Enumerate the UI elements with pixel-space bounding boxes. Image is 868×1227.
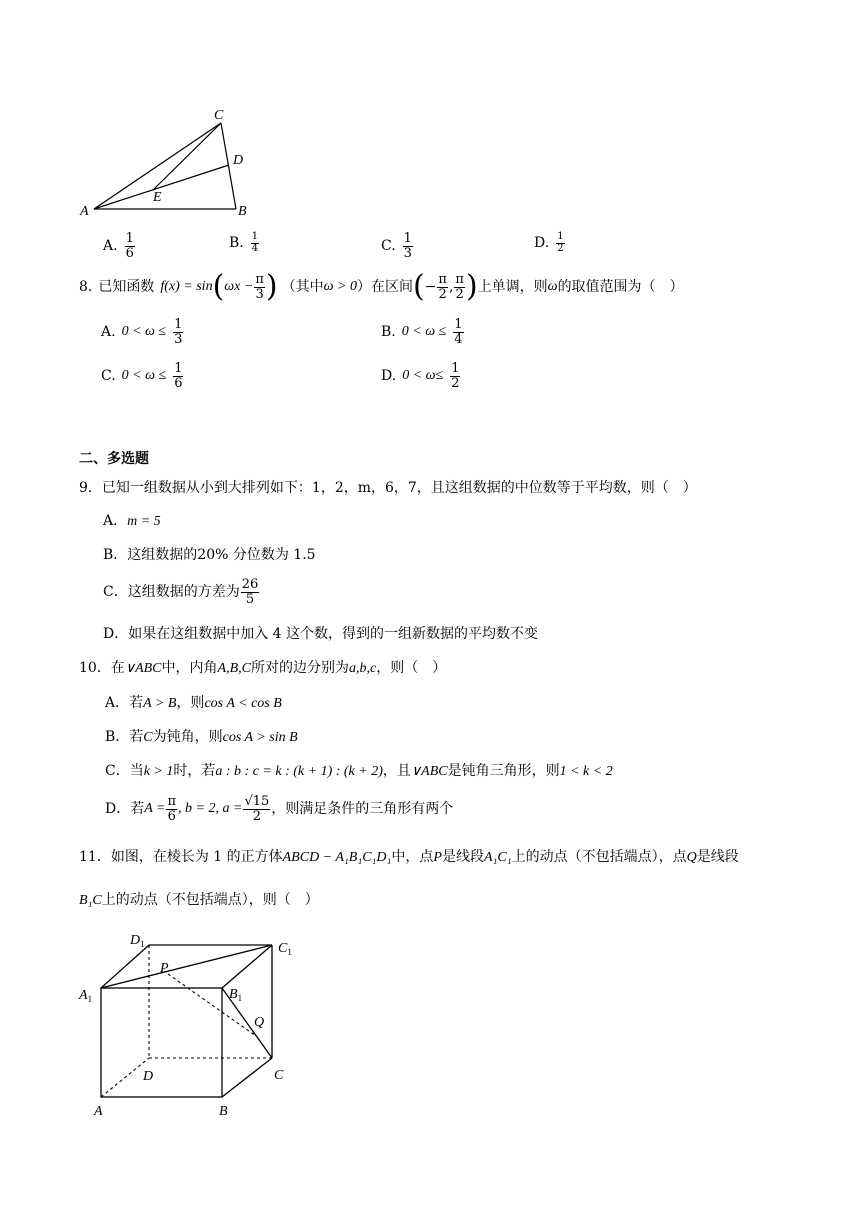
fraction: $\frac{1}{3}$	[403, 231, 412, 261]
math-inner: ωx −	[224, 279, 254, 294]
option-letter: A.	[103, 238, 118, 255]
q10-option-a[interactable]: A．若A > B，则cos A < cos B	[105, 695, 282, 711]
q9-stem: 9．已知一组数据从小到大排列如下：1，2，m，6，7，且这组数据的中位数等于平均数，则（ ）	[79, 480, 697, 496]
vertex-label-d: D	[143, 1069, 154, 1084]
math-neg: −	[424, 279, 437, 295]
math-cond: ω > 0	[323, 279, 357, 294]
point-label-q: Q	[254, 1015, 265, 1030]
fraction: $\frac{1}{6}$	[174, 361, 183, 391]
fraction: $\frac{√15}{2}$	[244, 794, 270, 824]
option-letter: B.	[381, 324, 396, 341]
option-text: C．这组数据的方差为	[103, 584, 240, 601]
point-label-p: P	[160, 961, 169, 976]
section-heading: 二、多选题	[79, 451, 149, 467]
option-letter: A．	[103, 513, 128, 529]
vertex-label-a1: $A_1$	[79, 988, 93, 1004]
vertex-label-b1: $B_1$	[229, 987, 243, 1003]
option-letter: A.	[101, 324, 116, 341]
q10-option-d[interactable]: D．若 A = $\frac{\pi}{6}$ , b = 2, a = $\frac{√15}{2}$ ，则满足条件的三角形有两个	[105, 794, 454, 824]
vertex-label-b: B	[219, 1104, 228, 1119]
vertex-label-a: A	[94, 1104, 103, 1119]
fraction: $\frac{1}{4}$	[454, 317, 463, 347]
option-letter: C.	[381, 238, 396, 255]
fraction: $\frac{\pi}{2}$	[438, 271, 447, 302]
q11-stem-line2: B₁C上的动点（不包括端点），则（ ）	[79, 892, 319, 908]
option-letter: C.	[101, 368, 116, 385]
q11-stem-line1: 11．如图，在棱长为 1 的正方体ABCD − A₁B₁C₁D₁中，点P是线段A₁C₁上的动点（不包括端点），点Q是线段	[79, 849, 739, 865]
fraction: $\frac{1}{4}$	[251, 231, 259, 254]
fraction: $\frac{1}{6}$	[125, 231, 134, 261]
point-label-e: E	[153, 190, 162, 205]
q10-stem: 10．在∨ABC中，内角A,B,C所对的边分别为a,b,c，则（ ）	[79, 660, 447, 676]
paren-right: )	[465, 269, 478, 304]
fraction: $\frac{26}{5}$	[241, 577, 259, 607]
stem-text: ）在区间	[356, 279, 413, 295]
math-comma: ,	[448, 279, 454, 295]
fraction: $\frac{\pi}{3}$	[255, 271, 264, 302]
point-label-b: B	[238, 204, 247, 219]
point-label-d: D	[233, 153, 244, 168]
math-func: f(x) = sin	[160, 279, 213, 294]
math-expr: 0 < ω≤	[402, 368, 444, 384]
paren-left: (	[412, 269, 425, 304]
q9-option-d[interactable]: D．如果在这组数据中加入 4 这个数，得到的一组新数据的平均数不变	[103, 626, 539, 642]
math-expr: 0 < ω ≤	[401, 324, 447, 340]
option-letter: B.	[229, 235, 244, 251]
point-label-a: A	[80, 204, 89, 219]
math-omega: ω	[547, 279, 558, 294]
q10-option-c[interactable]: C．当k > 1时，若a : b : c = k : (k + 1) : (k + 2)，且∨ABC是钝角三角形，则1 < k < 2	[105, 763, 613, 779]
fraction: $\frac{\pi}{6}$	[167, 794, 177, 824]
fraction: $\frac{\pi}{2}$	[455, 271, 464, 302]
vertex-label-d1: $D_1$	[130, 933, 145, 949]
math-expr: 0 < ω ≤	[121, 324, 167, 340]
stem-text: 上单调，则	[477, 279, 548, 295]
paren-left: (	[212, 269, 225, 304]
option-letter: D.	[381, 368, 397, 385]
paren-right: )	[265, 269, 278, 304]
vertex-label-c1: $C_1$	[278, 941, 292, 957]
fraction: $\frac{1}{3}$	[174, 317, 183, 347]
vertex-label-c: C	[274, 1068, 284, 1083]
option-letter: D.	[534, 235, 550, 251]
fraction: $\frac{1}{2}$	[451, 361, 460, 391]
fraction: $\frac{1}{2}$	[557, 231, 564, 254]
stem-text: 已知函数	[98, 279, 155, 295]
math-expr: 0 < ω ≤	[121, 368, 167, 384]
point-label-c: C	[214, 108, 224, 123]
math-expr: m = 5	[127, 514, 161, 529]
q9-option-b[interactable]: B．这组数据的20% 分位数为 1.5	[103, 547, 316, 563]
stem-text: 的取值范围为（ ）	[557, 279, 684, 295]
stem-text: （其中	[281, 279, 324, 295]
q10-option-b[interactable]: B．若C为钝角，则cos A > sin B	[105, 729, 298, 745]
question-number: 8.	[79, 279, 93, 295]
